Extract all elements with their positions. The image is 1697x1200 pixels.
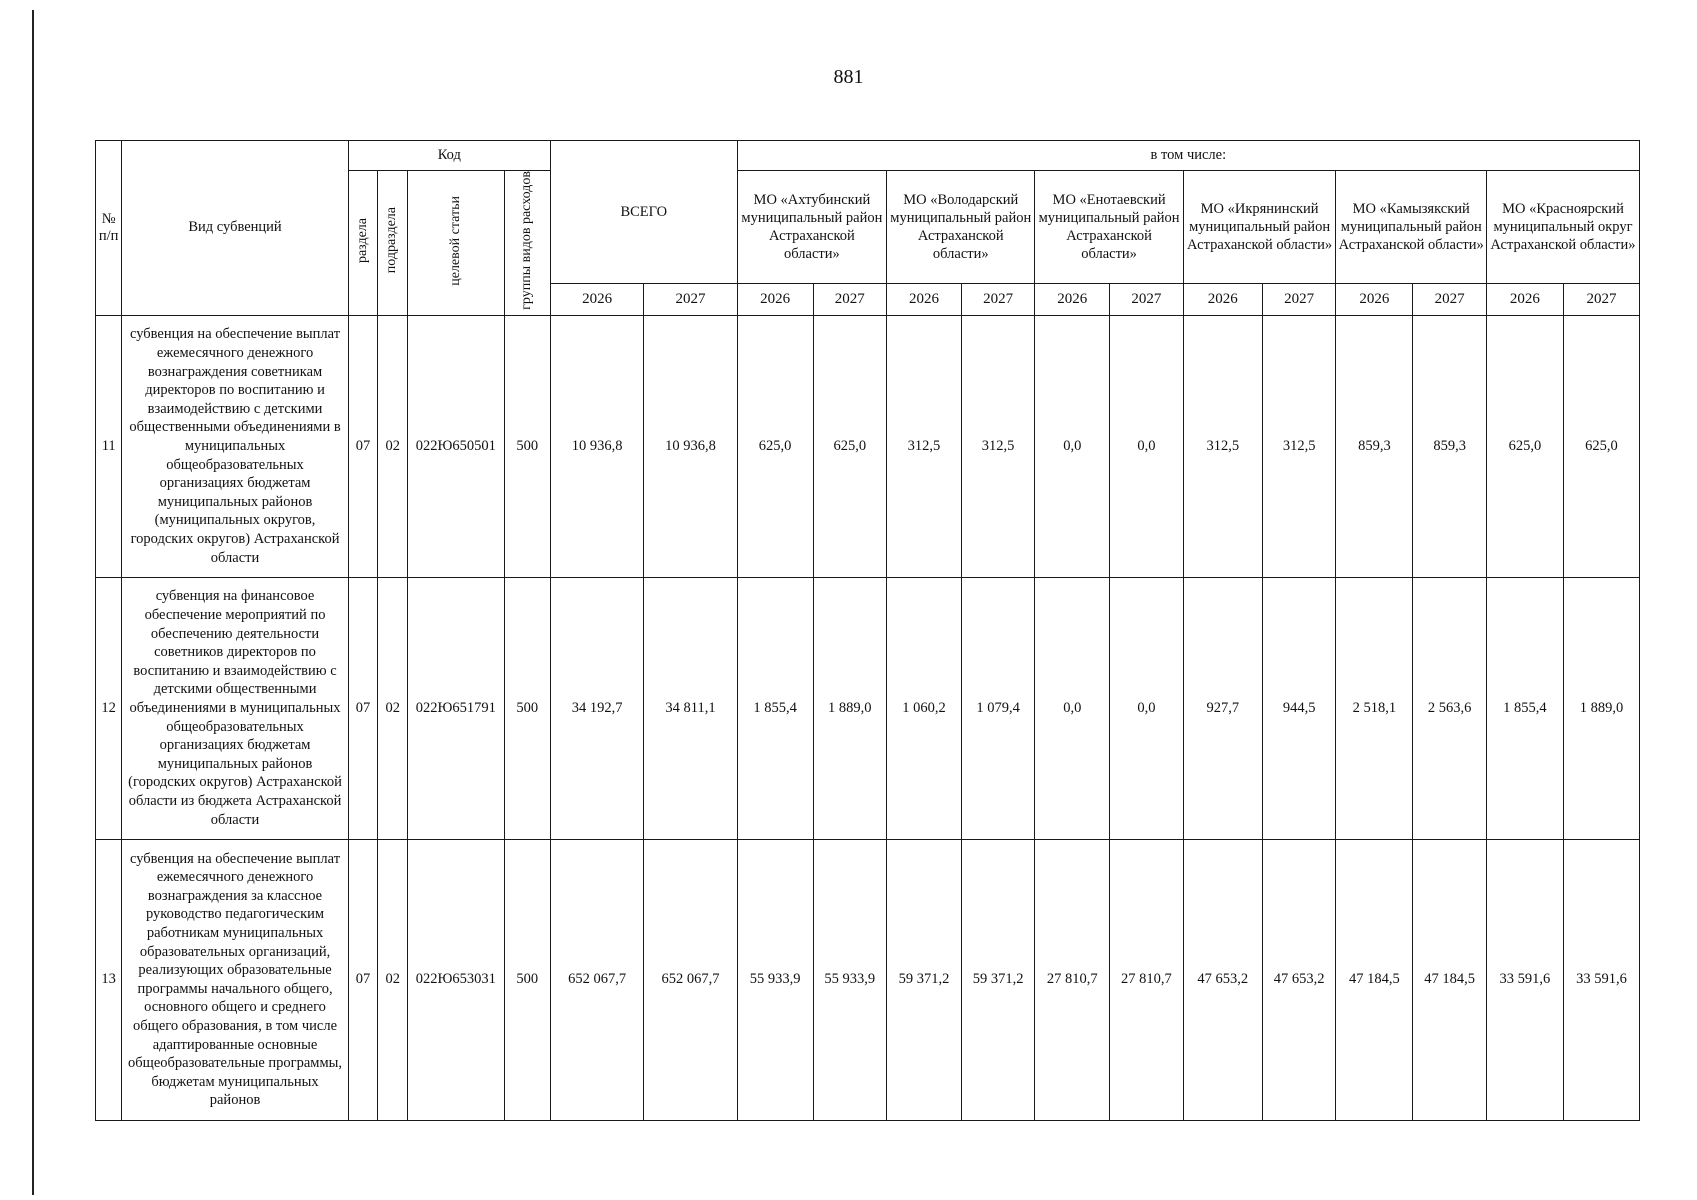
row-total-2027: 34 811,1 (644, 577, 737, 839)
row-volodarsky-2026: 1 060,2 (887, 577, 962, 839)
header-year: 2027 (813, 284, 887, 316)
header-year: 2027 (644, 284, 737, 316)
row-krasnoyarsky-2026: 1 855,4 (1486, 577, 1563, 839)
header-year: 2026 (887, 284, 962, 316)
margin-rule (32, 10, 34, 1195)
header-year: 2027 (1262, 284, 1336, 316)
row-enotaevsky-2026: 27 810,7 (1035, 839, 1110, 1120)
row-statya: 022Ю651791 (408, 577, 505, 839)
header-including: в том числе: (737, 141, 1639, 171)
row-total-2026: 10 936,8 (550, 315, 643, 577)
row-akhtubinsky-2026: 625,0 (737, 315, 813, 577)
row-vid: 500 (504, 577, 550, 839)
header-type: Вид субвенций (122, 141, 348, 316)
row-akhtubinsky-2027: 55 933,9 (813, 839, 887, 1120)
row-kamyzyaksky-2026: 47 184,5 (1336, 839, 1413, 1120)
row-enotaevsky-2027: 0,0 (1110, 577, 1184, 839)
row-ikryaninsky-2026: 47 653,2 (1183, 839, 1262, 1120)
header-code-vid: группы видов расходов (504, 171, 550, 316)
header-region-krasnoyarsky: МО «Красноярский муниципальный округ Астраханской области» (1486, 171, 1639, 284)
row-podrazdel: 02 (378, 315, 408, 577)
row-vid: 500 (504, 315, 550, 577)
header-region-enotaevsky: МО «Енотаевский муниципальный район Астраханской области» (1035, 171, 1183, 284)
header-year: 2026 (1336, 284, 1413, 316)
header-year: 2027 (1110, 284, 1184, 316)
row-total-2026: 652 067,7 (550, 839, 643, 1120)
row-enotaevsky-2027: 0,0 (1110, 315, 1184, 577)
header-code-razdel: раздела (348, 171, 378, 316)
header-region-volodarsky: МО «Володарский муниципальный район Астраханской области» (887, 171, 1035, 284)
header-year: 2027 (961, 284, 1035, 316)
header-year: 2027 (1413, 284, 1487, 316)
row-krasnoyarsky-2027: 1 889,0 (1563, 577, 1639, 839)
header-code-podrazdel: подраздела (378, 171, 408, 316)
table-row (96, 577, 1640, 839)
row-akhtubinsky-2027: 1 889,0 (813, 577, 887, 839)
header-year: 2026 (737, 284, 813, 316)
subvention-table (95, 140, 1640, 1121)
row-kamyzyaksky-2027: 47 184,5 (1413, 839, 1487, 1120)
row-kamyzyaksky-2027: 2 563,6 (1413, 577, 1487, 839)
row-kamyzyaksky-2027: 859,3 (1413, 315, 1487, 577)
row-num: 11 (96, 315, 122, 577)
row-statya: 022Ю650501 (408, 315, 505, 577)
header-num: № п/п (96, 141, 122, 316)
table-row (96, 315, 1640, 577)
row-description: субвенция на обеспечение выплат ежемесячного денежного вознаграждения за классное руководство педагогическим работникам муниципальных образовательных организаций, реализующих образовательные программы начального общего, основного общего и среднего общего образования, в том числе адаптированные основные общеобразовательные программы, бюджетам муниципальных районов (122, 839, 348, 1120)
row-ikryaninsky-2027: 312,5 (1262, 315, 1336, 577)
header-region-ikryaninsky: МО «Икрянинский муниципальный район Астраханской области» (1183, 171, 1336, 284)
row-ikryaninsky-2026: 312,5 (1183, 315, 1262, 577)
header-code-statya: целевой статьи (408, 171, 505, 316)
row-krasnoyarsky-2026: 625,0 (1486, 315, 1563, 577)
row-podrazdel: 02 (378, 839, 408, 1120)
row-statya: 022Ю653031 (408, 839, 505, 1120)
row-volodarsky-2027: 59 371,2 (961, 839, 1035, 1120)
table-row (96, 839, 1640, 1120)
row-akhtubinsky-2027: 625,0 (813, 315, 887, 577)
row-enotaevsky-2026: 0,0 (1035, 577, 1110, 839)
row-vid: 500 (504, 839, 550, 1120)
header-year: 2026 (550, 284, 643, 316)
row-razdel: 07 (348, 315, 378, 577)
row-krasnoyarsky-2026: 33 591,6 (1486, 839, 1563, 1120)
row-razdel: 07 (348, 577, 378, 839)
page-number: 881 (833, 66, 864, 88)
row-kamyzyaksky-2026: 2 518,1 (1336, 577, 1413, 839)
row-akhtubinsky-2026: 55 933,9 (737, 839, 813, 1120)
row-description: субвенция на финансовое обеспечение мероприятий по обеспечению деятельности советников директоров по воспитанию и взаимодействию с детскими общественными объединениями в муниципальных общеобразовательных организациях бюджетам муниципальных районов (городских округов) Астраханской области из бюджета Астраханской области (122, 577, 348, 839)
header-code: Код (348, 141, 550, 171)
row-description: субвенция на обеспечение выплат ежемесячного денежного вознаграждения советникам директоров по воспитанию и взаимодействию с детскими общественными объединениями в муниципальных общеобразовательных организациях бюджетам муниципальных районов (муниципальных округов, городских округов) Астраханской области (122, 315, 348, 577)
row-akhtubinsky-2026: 1 855,4 (737, 577, 813, 839)
header-year: 2027 (1563, 284, 1639, 316)
row-ikryaninsky-2027: 944,5 (1262, 577, 1336, 839)
row-enotaevsky-2026: 0,0 (1035, 315, 1110, 577)
row-volodarsky-2026: 312,5 (887, 315, 962, 577)
row-total-2026: 34 192,7 (550, 577, 643, 839)
row-volodarsky-2027: 1 079,4 (961, 577, 1035, 839)
row-podrazdel: 02 (378, 577, 408, 839)
row-razdel: 07 (348, 839, 378, 1120)
row-total-2027: 10 936,8 (644, 315, 737, 577)
header-year: 2026 (1183, 284, 1262, 316)
row-volodarsky-2026: 59 371,2 (887, 839, 962, 1120)
row-krasnoyarsky-2027: 33 591,6 (1563, 839, 1639, 1120)
header-total: ВСЕГО (550, 141, 737, 284)
header-region-kamyzyaksky: МО «Камызякский муниципальный район Астраханской области» (1336, 171, 1487, 284)
row-ikryaninsky-2026: 927,7 (1183, 577, 1262, 839)
row-ikryaninsky-2027: 47 653,2 (1262, 839, 1336, 1120)
row-num: 13 (96, 839, 122, 1120)
row-enotaevsky-2027: 27 810,7 (1110, 839, 1184, 1120)
row-krasnoyarsky-2027: 625,0 (1563, 315, 1639, 577)
header-region-akhtubinsky: МО «Ахтубинский муниципальный район Астраханской области» (737, 171, 886, 284)
row-volodarsky-2027: 312,5 (961, 315, 1035, 577)
row-kamyzyaksky-2026: 859,3 (1336, 315, 1413, 577)
row-num: 12 (96, 577, 122, 839)
header-year: 2026 (1035, 284, 1110, 316)
row-total-2027: 652 067,7 (644, 839, 737, 1120)
header-year: 2026 (1486, 284, 1563, 316)
